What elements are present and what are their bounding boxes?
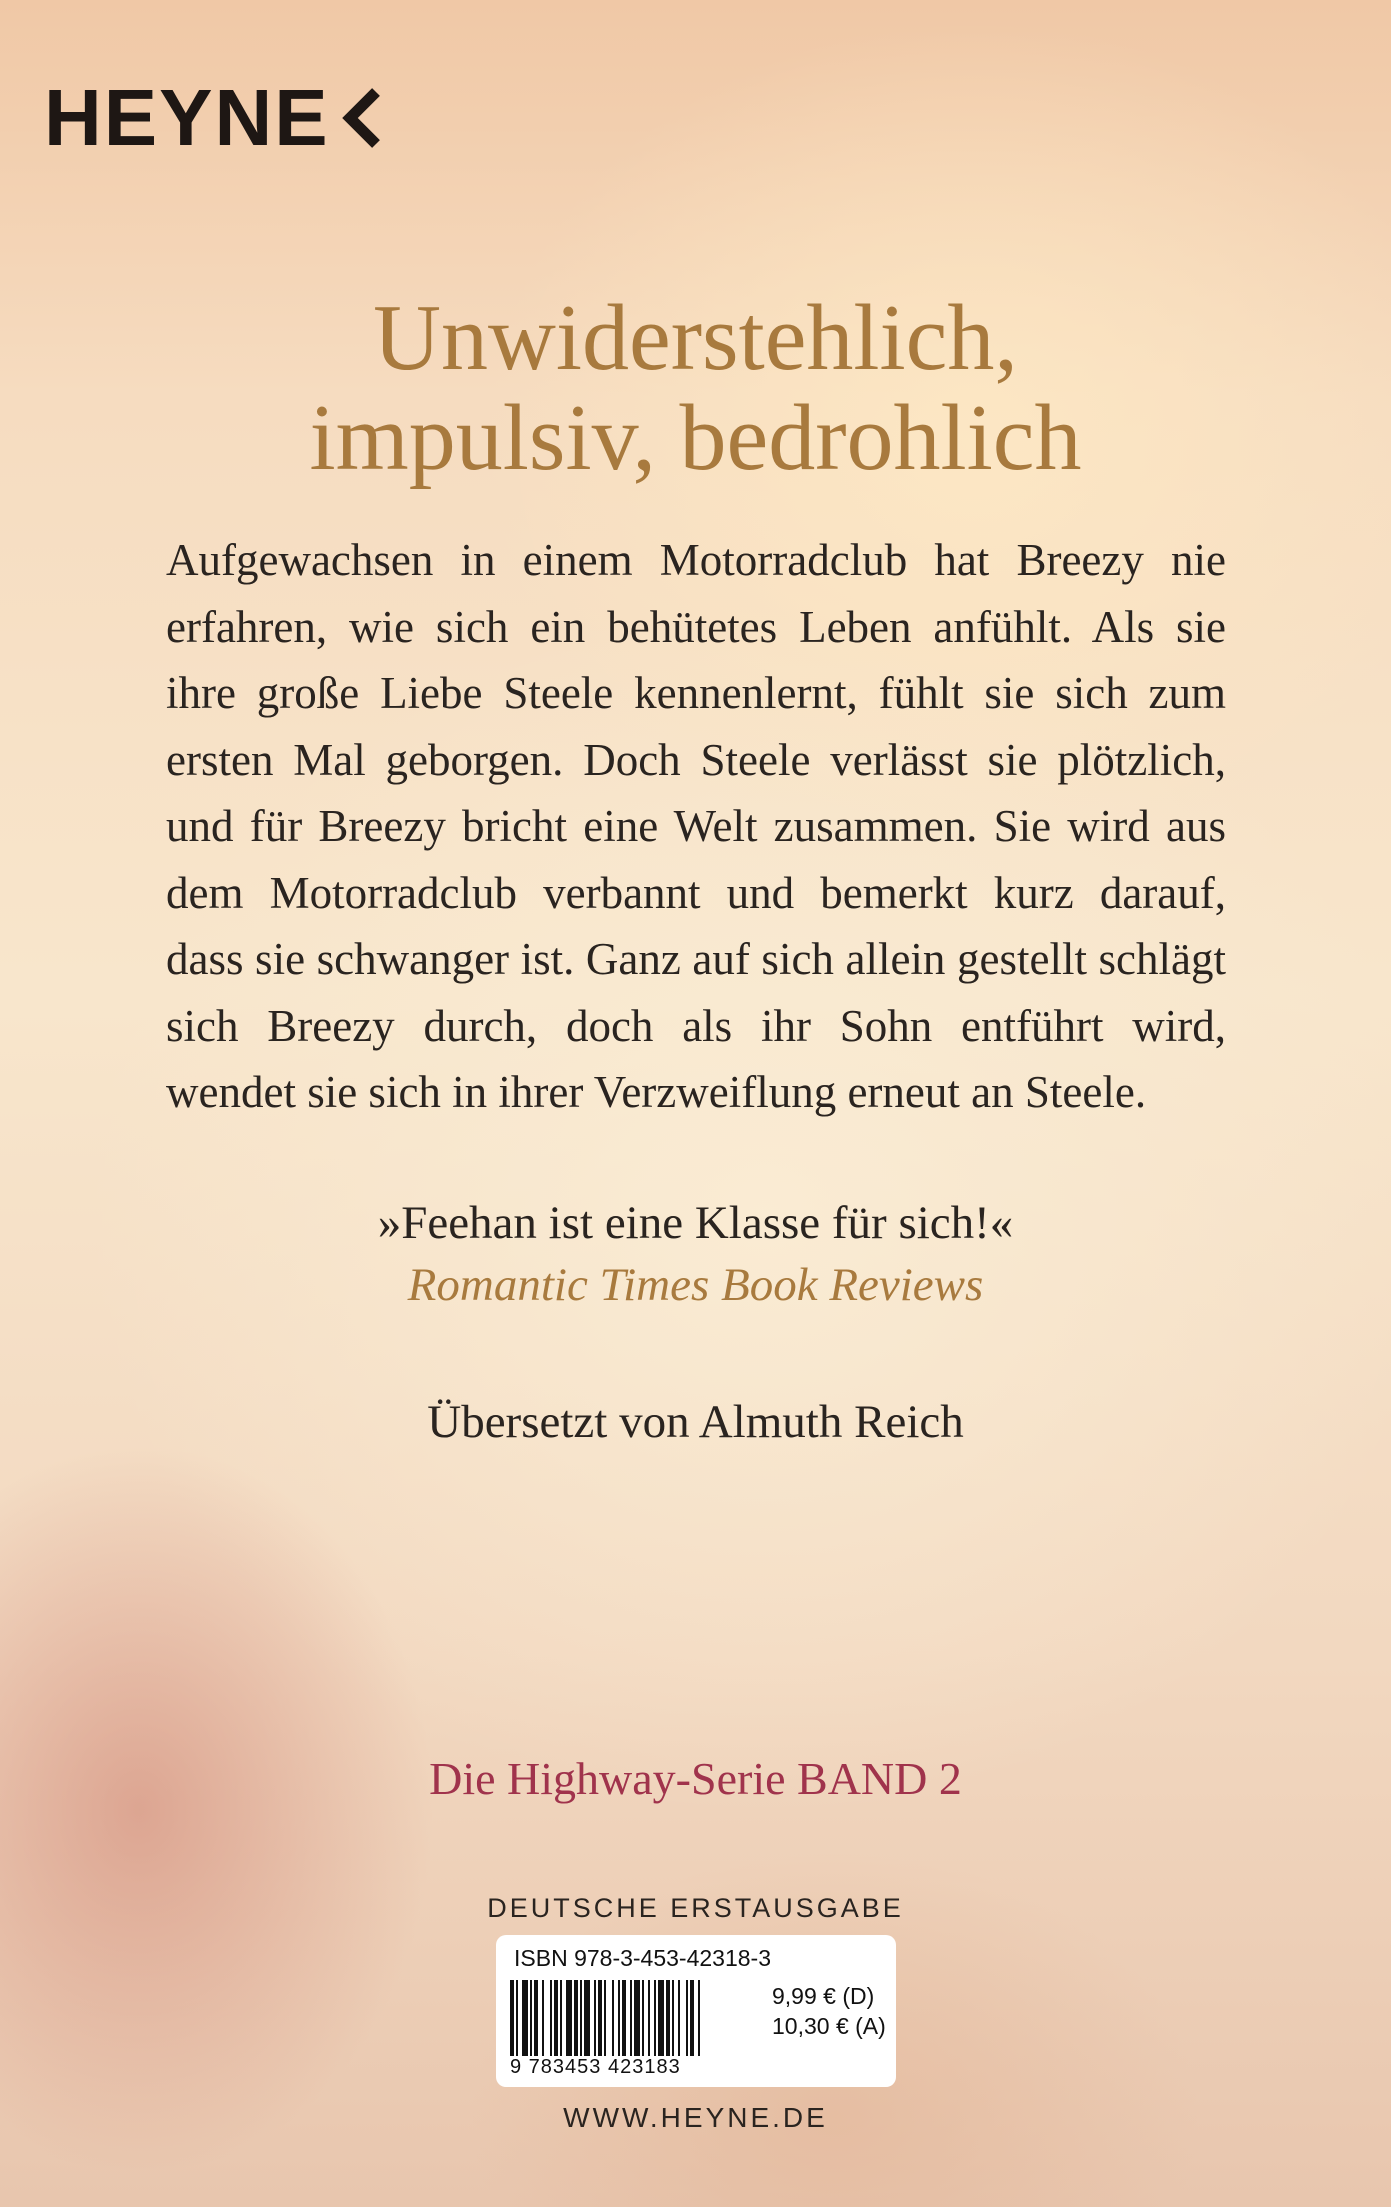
barcode-bar (530, 1980, 532, 2056)
price-germany: 9,99 € (D) (772, 1983, 875, 2009)
barcode-bar (516, 1980, 518, 2056)
barcode-bar (690, 1980, 694, 2056)
headline-line-1: Unwiderstehlich, (373, 286, 1018, 390)
review-quote: »Feehan ist eine Klasse für sich!« (377, 1197, 1014, 1249)
blurb (166, 527, 1226, 1126)
barcode-bar (550, 1980, 552, 2056)
blurb-line: und für Breezy bricht eine Welt zusammen. Sie wird aus (166, 801, 1226, 851)
blurb-line: sich Breezy durch, doch als ihr Sohn entführt wird, (166, 1000, 1226, 1051)
blurb-line: dem Motorradclub verbannt und bemerkt kurz darauf, (166, 867, 1226, 918)
barcode-bar (642, 1980, 644, 2056)
barcode-bar (560, 1980, 562, 2056)
blurb-line: ihre große Liebe Steele kennenlernt, fühlt sie sich zum (166, 668, 1226, 718)
blurb-line: erfahren, wie sich ein behütetes Leben anfühlt. Als sie (166, 601, 1226, 652)
publisher-logo (44, 72, 384, 164)
barcode-bar (534, 1980, 538, 2056)
barcode-bar (634, 1980, 640, 2056)
barcode-bar (594, 1980, 596, 2056)
isbn-label: ISBN 978-3-453-42318-3 (514, 1945, 771, 1971)
barcode-bar (574, 1980, 578, 2056)
barcode-box (496, 1935, 896, 2087)
barcode-bar (618, 1980, 620, 2056)
barcode (510, 1980, 760, 2056)
barcode-bar (598, 1980, 602, 2056)
blurb-line: ersten Mal geborgen. Doch Steele verlässt sie plötzlich, (166, 734, 1226, 785)
barcode-bar (698, 1980, 700, 2056)
barcode-bar (672, 1980, 674, 2056)
barcode-bar (604, 1980, 606, 2056)
barcode-bar (666, 1980, 670, 2056)
blurb-line: Aufgewachsen in einem Motorradclub hat Breezy nie (166, 535, 1226, 585)
barcode-bar (648, 1980, 650, 2056)
barcode-bar (566, 1980, 572, 2056)
barcode-bar (678, 1980, 680, 2056)
barcode-bar (510, 1980, 514, 2056)
translator-credit: Übersetzt von Almuth Reich (427, 1396, 964, 1448)
barcode-bar (658, 1980, 664, 2056)
barcode-bar (686, 1980, 688, 2056)
barcode-bar (554, 1980, 558, 2056)
barcode-digits: 9 783453 423183 (510, 2056, 681, 2078)
price-austria: 10,30 € (A) (772, 2013, 886, 2039)
barcode-bar (622, 1980, 626, 2056)
review-source: Romantic Times Book Reviews (407, 1259, 984, 1311)
barcode-bar (630, 1980, 632, 2056)
barcode-bar (580, 1980, 582, 2056)
headline (0, 288, 1391, 488)
website-url: WWW.HEYNE.DE (563, 2102, 828, 2133)
barcode-bar (522, 1980, 528, 2056)
blurb-line: wendet sie sich in ihrer Verzweiflung erneut an Steele. (166, 1067, 1147, 1117)
chevron-left-icon (340, 86, 384, 150)
series-label: Die Highway-Serie BAND 2 (429, 1753, 962, 1804)
barcode-bar (654, 1980, 656, 2056)
barcode-bar (584, 1980, 590, 2056)
headline-line-2: impulsiv, bedrohlich (309, 386, 1082, 490)
barcode-bar (542, 1980, 544, 2056)
barcode-bar (612, 1980, 614, 2056)
blurb-line: dass sie schwanger ist. Ganz auf sich allein gestellt schlägt (166, 934, 1226, 984)
edition-label: DEUTSCHE ERSTAUSGABE (487, 1893, 904, 1923)
publisher-logo-text: HEYNE (44, 73, 330, 162)
